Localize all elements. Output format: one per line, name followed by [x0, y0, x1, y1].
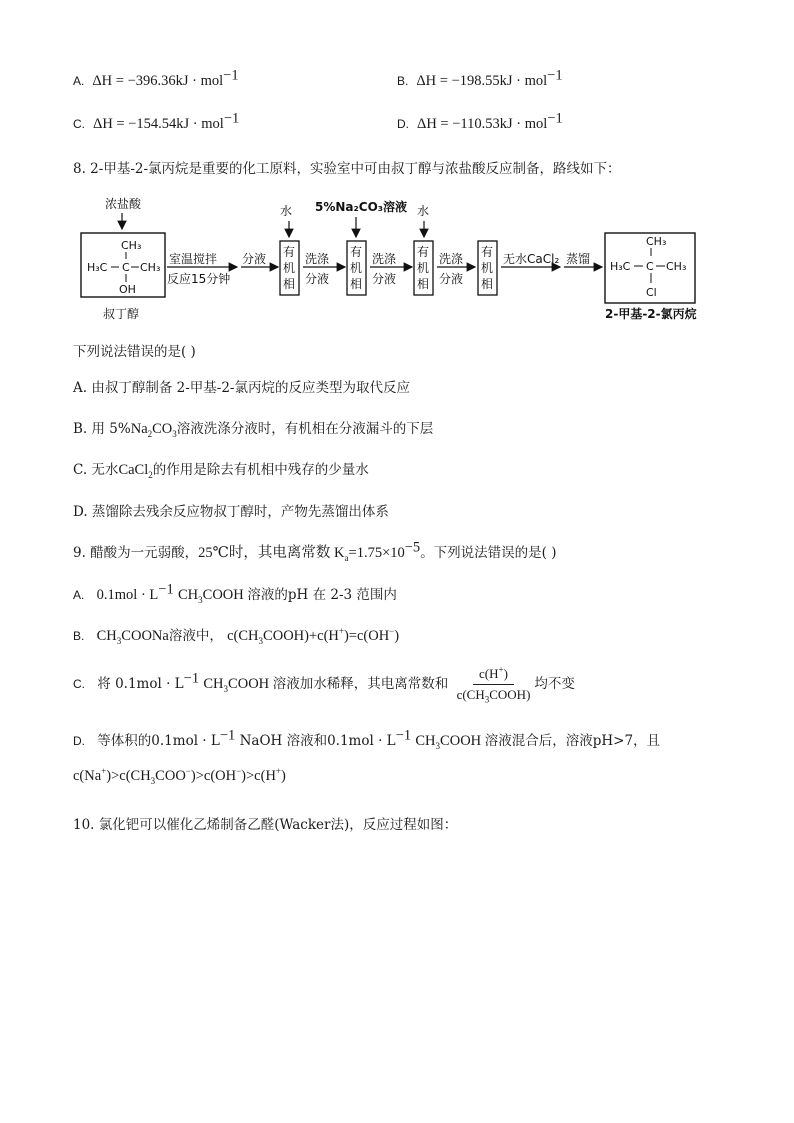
- svg-text:Cl: Cl: [646, 286, 657, 299]
- h-over-acetic-fraction: $\frac{c(H^+)}{c(CH_3COOH)}$: [456, 664, 531, 705]
- svg-text:水: 水: [280, 204, 293, 218]
- svg-text:蒸馏: 蒸馏: [566, 252, 591, 266]
- q9-option-b: B. $CH_3COONa$溶液中， $c(CH_3COOH)+c(H^+)=c(OH^-)$: [73, 626, 400, 646]
- svg-text:机: 机: [481, 261, 494, 275]
- svg-text:CH₃: CH₃: [140, 261, 161, 274]
- q7-option-c: C. ΔH = −154.54kJ · mol$^{-1}$: [73, 110, 240, 132]
- reactant-name: 叔丁醇: [103, 307, 140, 321]
- q8-question: 下列说法错误的是( ): [73, 344, 196, 360]
- svg-text:5%Na₂CO₃溶液: 5%Na₂CO₃溶液: [315, 200, 408, 214]
- svg-text:机: 机: [417, 261, 430, 275]
- svg-text:相: 相: [417, 277, 430, 291]
- svg-text:相: 相: [283, 277, 296, 291]
- svg-text:OH: OH: [119, 283, 136, 296]
- svg-text:分液: 分液: [305, 272, 330, 286]
- svg-text:相: 相: [481, 277, 494, 291]
- svg-text:相: 相: [350, 277, 363, 291]
- q9-option-d: D. 等体积的$0.1mol \cdot L^{-1}$ NaOH 溶液和$0.1mol \cdot L^{-1}$ $CH_3COOH$ 溶液混合后，溶液pH>7，且: [73, 727, 661, 751]
- svg-text:CH₃: CH₃: [121, 239, 142, 252]
- svg-text:H₃C: H₃C: [87, 261, 108, 274]
- q10-stem: 10. 氯化钯可以催化乙烯制备乙醛(Wacker法)，反应过程如图：: [73, 817, 458, 833]
- svg-text:H₃C: H₃C: [610, 260, 631, 273]
- svg-text:有: 有: [481, 245, 494, 259]
- svg-text:洗涤: 洗涤: [439, 252, 464, 266]
- svg-text:有: 有: [350, 245, 363, 259]
- svg-text:无水CaCl₂: 无水CaCl₂: [503, 252, 560, 266]
- q7-option-b: B. ΔH = −198.55kJ · mol$^{-1}$: [397, 67, 563, 89]
- q8-option-a: A. 由叔丁醇制备 2-甲基-2-氯丙烷的反应类型为取代反应: [73, 380, 410, 396]
- svg-text:C: C: [646, 260, 654, 273]
- svg-text:分液: 分液: [372, 272, 397, 286]
- q7-option-a: A. ΔH = −396.36kJ · mol$^{-1}$: [73, 67, 239, 89]
- svg-text:有: 有: [417, 245, 430, 259]
- svg-text:反应15分钟: 反应15分钟: [167, 272, 231, 286]
- q9-option-a: A. $0.1mol \cdot L^{-1}$ $CH_3COOH$ 溶液的pH 在 2-3 范围内: [73, 581, 397, 605]
- svg-text:CH₃: CH₃: [646, 235, 667, 248]
- q9-option-d-inequality: $c(Na^+)>c(CH_3COO^-)>c(OH^-)>c(H^+)$: [73, 766, 286, 786]
- q8-option-b: B. 用 $5\%Na_2CO_3$溶液洗涤分液时，有机相在分液漏斗的下层: [73, 421, 434, 439]
- svg-text:C: C: [122, 261, 130, 274]
- product-name: 2-甲基-2-氯丙烷: [605, 307, 697, 321]
- svg-text:分液: 分液: [439, 272, 464, 286]
- q7-option-d: D. ΔH = −110.53kJ · mol$^{-1}$: [397, 110, 563, 132]
- svg-text:机: 机: [283, 261, 296, 275]
- svg-text:分液: 分液: [242, 252, 267, 266]
- svg-text:有: 有: [283, 245, 296, 259]
- q9-stem: 9. 醋酸为一元弱酸，25℃时，其电离常数 $K_a=1.75\times 10^{-5}$。下列说法错误的是( ): [73, 539, 557, 563]
- reagent-conc-hcl: 浓盐酸: [105, 197, 142, 211]
- svg-text:CH₃: CH₃: [666, 260, 687, 273]
- svg-text:水: 水: [417, 204, 430, 218]
- q8-option-c: C. 无水CaCl$_2$的作用是除去有机相中残存的少量水: [73, 462, 369, 480]
- q9-option-c: C. 将 $0.1mol \cdot L^{-1}$ $CH_3COOH$ 溶液加水稀释，其电离常数和 $\frac{c(H^+)}{c(CH_3COOH)}$ 均不变: [73, 664, 575, 705]
- q8-synthesis-diagram: [75, 193, 715, 328]
- svg-text:机: 机: [350, 261, 363, 275]
- svg-text:洗涤: 洗涤: [372, 252, 397, 266]
- svg-text:洗涤: 洗涤: [305, 252, 330, 266]
- svg-text:室温搅拌: 室温搅拌: [169, 252, 218, 266]
- q8-stem: 8. 2-甲基-2-氯丙烷是重要的化工原料，实验室中可由叔丁醇与浓盐酸反应制备，路线如下：: [73, 161, 621, 177]
- q8-option-d: D. 蒸馏除去残余反应物叔丁醇时，产物先蒸馏出体系: [73, 504, 389, 520]
